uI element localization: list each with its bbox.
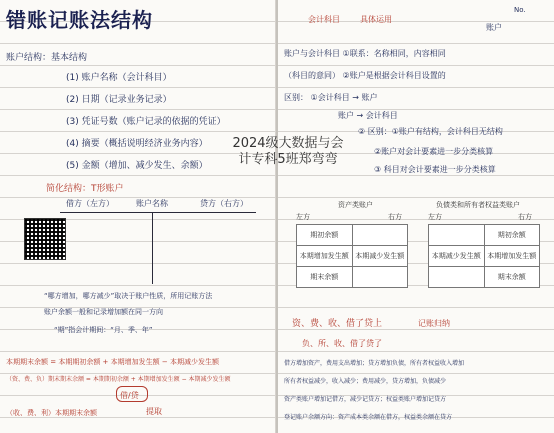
relation-line-4: 账户 → 会计科目 xyxy=(338,111,398,120)
liab-row2-right: 本期增加发生额 xyxy=(484,246,540,267)
right-page xyxy=(278,0,554,433)
bottom-subheading: 负、所、收、借了贷了 xyxy=(302,339,382,348)
relation-line-3: 区别： ①会计科目 → 账户 xyxy=(284,93,378,102)
asset-table-title: 资产类账户 xyxy=(338,201,373,209)
formula3-tag: 提取 xyxy=(146,407,162,416)
liab-table-right-label: 右方 xyxy=(518,213,532,221)
structure-item-3: (3) 凭证号数（账户记录的依据的凭证） xyxy=(66,117,226,127)
structure-item-5: (5) 金额（增加、减少发生、余额） xyxy=(66,161,208,171)
account-structure-heading: 账户结构：基本结构 xyxy=(6,53,88,63)
liab-row1-left xyxy=(429,225,485,246)
asset-row1-right xyxy=(352,225,408,246)
liab-row1-right: 期初余额 xyxy=(484,225,540,246)
liab-table-left-label: 左方 xyxy=(428,213,442,221)
note-balance-direction: 账户余额一般和记录增加额在同一方向 xyxy=(44,308,163,316)
left-page xyxy=(0,0,276,433)
note-number-mark: No. xyxy=(514,6,526,14)
qr-code-icon xyxy=(24,218,66,260)
t-account-debit-label: 借方（左方） xyxy=(66,199,114,208)
top-label-subject: 会计科目 xyxy=(308,15,340,24)
page-title: 错账记账法结构 xyxy=(6,8,153,32)
asset-row2-right: 本期减少发生额 xyxy=(352,246,408,267)
liab-row2-left: 本期减少发生额 xyxy=(429,246,485,267)
structure-item-4: (4) 摘要（概括说明经济业务内容） xyxy=(66,139,208,149)
top-arrow-account: 账户 xyxy=(486,23,502,32)
liab-row3-left xyxy=(429,267,485,288)
relation-line-6: ②账户对会计要素进一步分类核算 xyxy=(374,147,494,156)
formula-asset-expense-liability: （资、费、负）期末期末余额 = 本期期初余额 + 本期增加发生额 − 本期减少发生额 xyxy=(6,376,231,383)
t-account-horizontal-line xyxy=(60,212,256,213)
formula-tag: 借/贷 xyxy=(120,391,139,400)
structure-item-1: (1) 账户名称（会计科目） xyxy=(66,73,172,83)
asset-account-table xyxy=(296,224,408,288)
formula-tag-circle xyxy=(116,386,148,402)
simplified-structure-heading: 简化结构：T形账户 xyxy=(46,184,124,194)
t-account-vertical-line xyxy=(152,212,153,284)
liability-equity-account-table xyxy=(428,224,540,288)
relation-line-1: 账户与会计科目 ①联系：名称相同，内容相同 xyxy=(284,49,446,58)
asset-table-right-label: 右方 xyxy=(388,213,402,221)
asset-row3-left: 期末余额 xyxy=(297,267,353,288)
note-period: “期”指会计期间：“月、季、年” xyxy=(54,326,153,334)
relation-line-5: ② 区别：①账户有结构，会计科目无结构 xyxy=(358,127,503,136)
watermark-text: 2024级大数据与会计专科5班郑弯弯 xyxy=(232,136,344,167)
relation-line-7: ③ 科目对会计要素进一步分类核算 xyxy=(374,165,496,174)
bottom-line-1: 借方增加资产，费用支出增加；贷方增加负债，所有者权益收入增加 xyxy=(284,360,465,367)
bottom-tag: 记账归纳 xyxy=(418,319,450,328)
formula-income-expense-profit: （收、费、利）本期期末余额 xyxy=(6,409,97,417)
top-label-application: 具体运用 xyxy=(360,15,392,24)
asset-row3-right xyxy=(352,267,408,288)
formula-ending-balance: 本期期末余额 = 本期期初余额 + 本期增加发生额 − 本期减少发生额 xyxy=(6,358,219,366)
liab-row3-right: 期末余额 xyxy=(484,267,540,288)
asset-row2-left: 本期增加发生额 xyxy=(297,246,353,267)
t-account-name-label: 账户名称 xyxy=(136,199,168,208)
asset-row1-left: 期初余额 xyxy=(297,225,353,246)
bottom-line-3: 资产类账户增加记借方，减少记贷方；权益类账户增加记贷方 xyxy=(284,396,447,403)
bottom-line-4: 登记账户余额方向：资产成本类余额在借方，权益类余额在贷方 xyxy=(284,414,453,421)
relation-line-2: （科目的意同） ②账户是根据会计科目设置的 xyxy=(284,71,446,80)
bottom-line-2: 所有者权益减少，收入减少；费用减少，贷方增加，负债减少 xyxy=(284,378,447,385)
liab-table-title: 负债类和所有者权益类账户 xyxy=(436,201,520,209)
t-account-credit-label: 贷方（右方） xyxy=(200,199,248,208)
bottom-heading: 资、费、收、借了贷上 xyxy=(292,319,383,329)
note-increase-decrease: “哪方增加，哪方减少”取决于账户性质，所用记账方法 xyxy=(44,292,213,300)
structure-item-2: (2) 日期（记录业务记录） xyxy=(66,95,172,105)
asset-table-left-label: 左方 xyxy=(296,213,310,221)
